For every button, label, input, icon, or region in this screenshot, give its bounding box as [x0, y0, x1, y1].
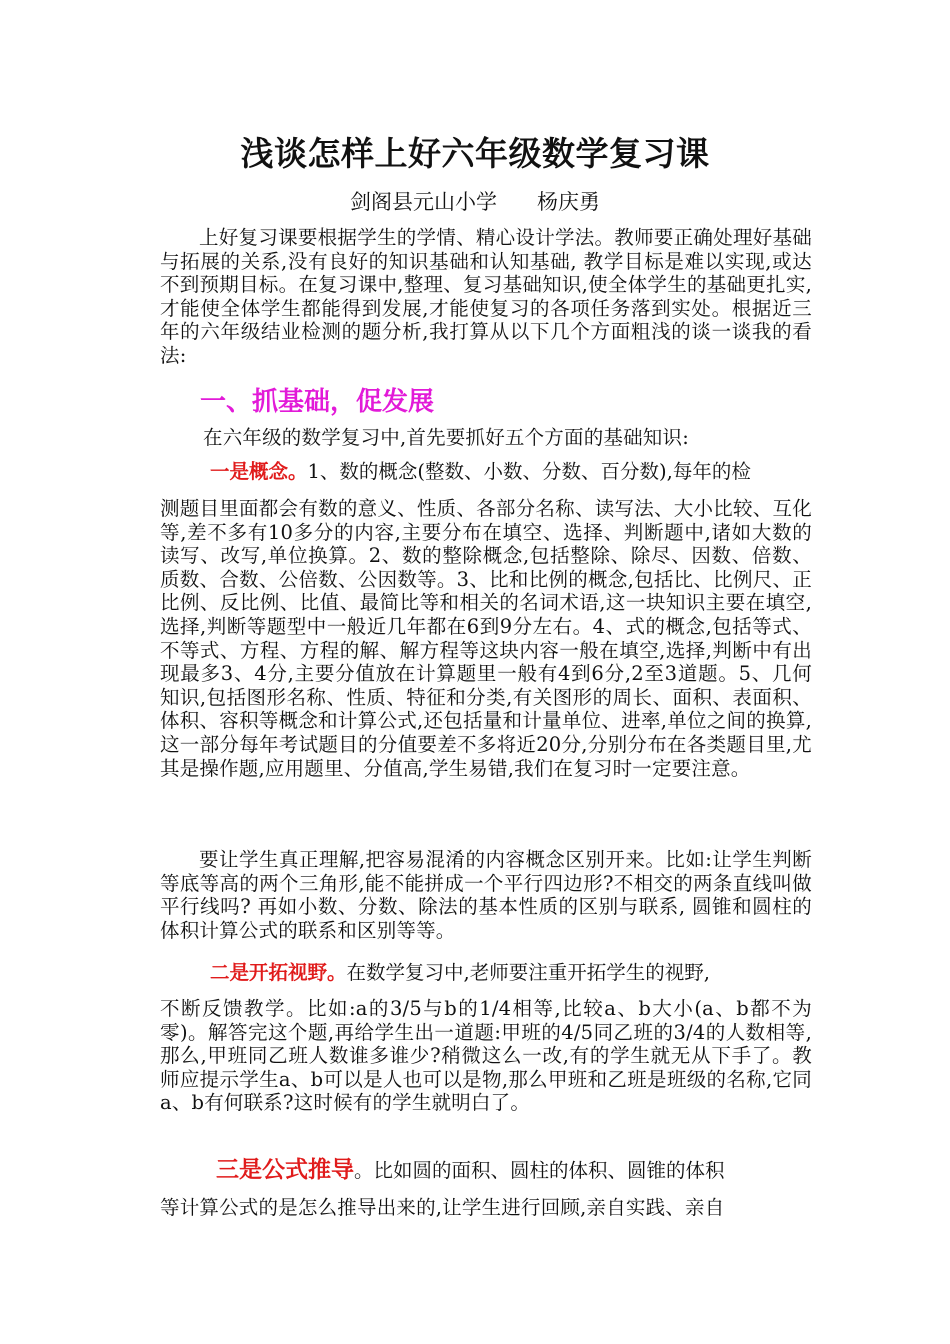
author-name: 杨庆勇	[537, 190, 601, 214]
point2-label: 二是开拓视野。	[210, 961, 347, 984]
section-heading: 一、抓基础，促发展	[200, 387, 435, 417]
point3-first-text: 。比如圆的面积、圆柱的体积、圆锥的体积	[354, 1159, 725, 1182]
author-school: 剑阁县元山小学	[349, 190, 497, 214]
point3-first-line	[216, 1156, 816, 1185]
point1-example: 要让学生真正理解,把容易混淆的内容概念区别开来。比如:让学生判断等底等高的两个三角形,能不能拼成一个平行四边形?不相交的两条直线叫做平行线吗? 再如小数、分数、除法的基本性质的区别与联系, 圆锥和圆柱的体积计算公式的联系和区别等等。	[160, 848, 812, 942]
point2-body: 不断反馈教学。比如:a的3/5与b的1/4相等,比较a、b大小(a、b都不为零)。解答完这个题,再给学生出一道题:甲班的4/5同乙班的3/4的人数相等,那么,甲班同乙班人数谁多谁少?稍微这么一改,有的学生就无从下手了。教师应提示学生a、b可以是人也可以是物,那么甲班和乙班是班级的名称,它同a、b有何联系?这时候有的学生就明白了。	[160, 997, 812, 1115]
point3-label: 三是公式推导	[216, 1157, 354, 1183]
point1-first-line	[210, 458, 810, 486]
point1-label: 一是概念。	[210, 460, 308, 483]
point2-first-text: 在数学复习中,老师要注重开拓学生的视野,	[346, 961, 710, 984]
point1-body: 测题目里面都会有数的意义、性质、各部分名称、读写法、大小比较、互化等,差不多有10多分的内容,主要分布在填空、选择、判断题中,诸如大数的读写、改写,单位换算。2、数的整除概念,包括整除、除尽、因数、倍数、质数、合数、公倍数、公因数等。3、比和比例的概念,包括比、比例尺、正比例、反比例、比值、最简比等和相关的名词术语,这一块知识主要在填空,选择,判断等题型中一般近几年都在6到9分左右。4、式的概念,包括等式、不等式、方程、方程的解、解方程等这块内容一般在填空,选择,判断中有出现最多3、4分,主要分值放在计算题里一般有4到6分,2至3道题。5、几何知识,包括图形名称、性质、特征和分类,有关图形的周长、面积、表面积、体积、容积等概念和计算公式,还包括量和计量单位、进率,单位之间的换算,这一部分每年考试题目的分值要差不多将近20分,分别分布在各类题目里,尤其是操作题,应用题里、分值高,学生易错,我们在复习时一定要注意。	[160, 497, 812, 780]
author-line	[0, 186, 950, 216]
page-title: 浅谈怎样上好六年级数学复习课	[240, 134, 710, 173]
point3-body: 等计算公式的是怎么推导出来的,让学生进行回顾,亲自实践、亲自	[160, 1196, 725, 1219]
point2-first-line	[210, 959, 810, 987]
intro-paragraph: 上好复习课要根据学生的学情、精心设计学法。教师要正确处理好基础与拓展的关系,没有良好的知识基础和认知基础, 教学目标是难以实现,或达不到预期目标。在复习课中,整理、复习基础知识,使全体学生的基础更扎实,才能使全体学生都能得到发展,才能使复习的各项任务落到实处。根据近三年的六年级结业检测的题分析,我打算从以下几个方面粗浅的谈一谈我的看法:	[160, 226, 812, 367]
point1-first-text: 1、数的概念(整数、小数、分数、百分数),每年的检	[307, 460, 751, 483]
section-lead: 在六年级的数学复习中,首先要抓好五个方面的基础知识:	[203, 426, 689, 449]
